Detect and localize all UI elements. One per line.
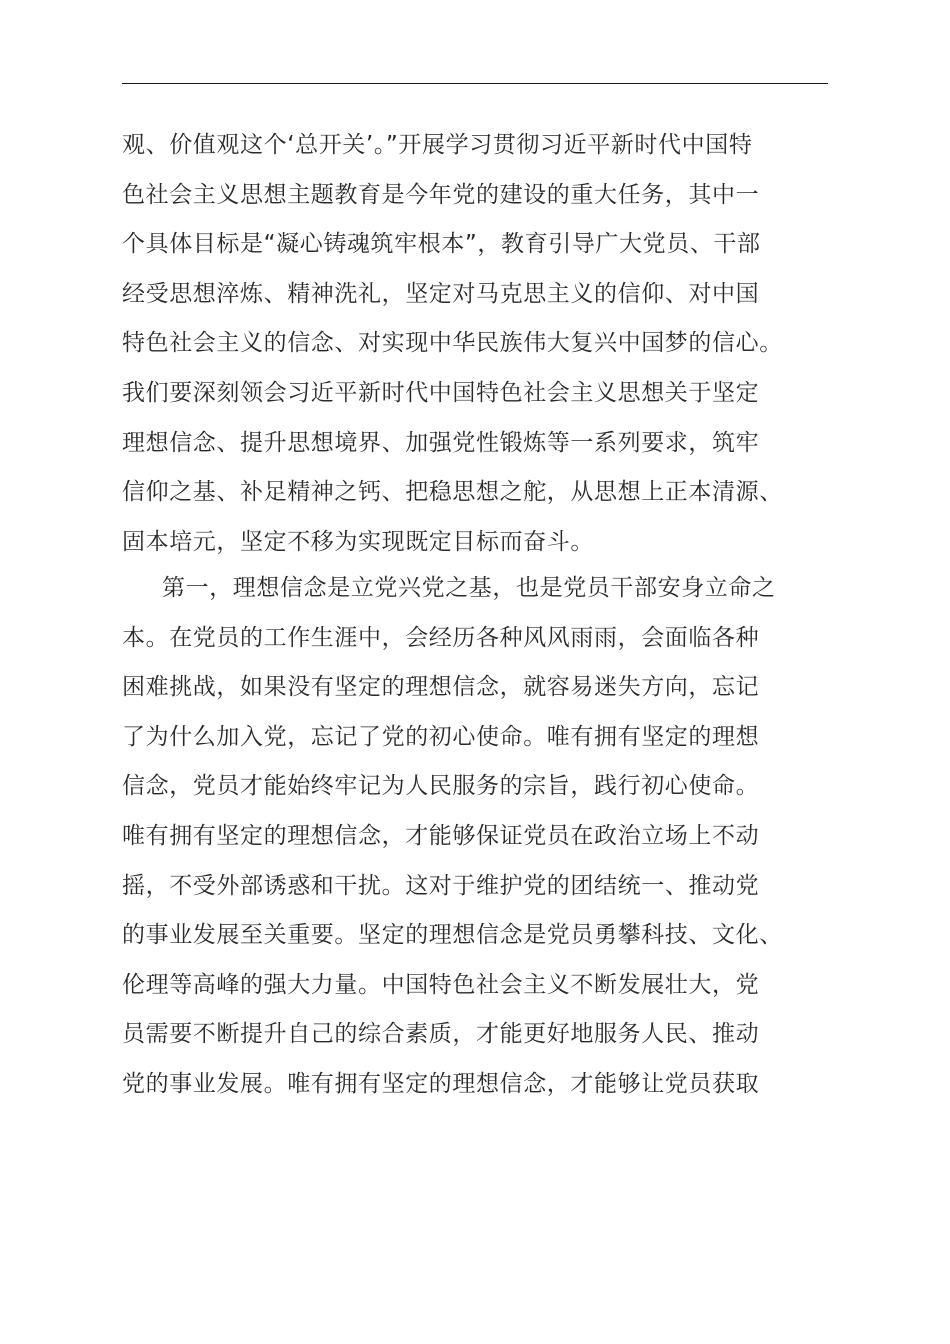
header-rule xyxy=(122,83,828,84)
text-line: 伦理等高峰的强大力量。中国特色社会主义不断发展壮大，党 xyxy=(122,971,760,998)
text-line: 了为什么加入党，忘记了党的初心使命。唯有拥有坚定的理想 xyxy=(122,723,760,750)
text-line: 唯有拥有坚定的理想信念，才能够保证党员在政治立场上不动 xyxy=(122,822,760,849)
text-line-first-indent: 第一，理想信念是立党兴党之基，也是党员干部安身立命之 xyxy=(162,575,776,601)
text-line: 经受思想淬炼、精神洗礼，坚定对马克思主义的信仰、对中国 xyxy=(122,280,760,307)
text-line: 理想信念、提升思想境界、加强党性锻炼等一系列要求，筑牢 xyxy=(122,429,760,456)
text-line: 我们要深刻领会习近平新时代中国特色社会主义思想关于坚定 xyxy=(122,379,760,406)
text-line: 观、价值观这个‘总开关’。”开展学习贯彻习近平新时代中国特 xyxy=(122,132,753,158)
text-line: 特色社会主义的信念、对实现中华民族伟大复兴中国梦的信心。 xyxy=(122,330,783,357)
text-line: 个具体目标是“凝心铸魂筑牢根本”，教育引导广大党员、干部 xyxy=(122,231,761,258)
text-line: 困难挑战，如果没有坚定的理想信念，就容易迷失方向，忘记 xyxy=(122,674,760,701)
text-line: 员需要不断提升自己的综合素质，才能更好地服务人民、推动 xyxy=(122,1021,760,1048)
text-line: 党的事业发展。唯有拥有坚定的理想信念，才能够让党员获取 xyxy=(122,1070,760,1097)
text-line: 本。在党员的工作生涯中，会经历各种风风雨雨，会面临各种 xyxy=(122,624,760,651)
text-line: 的事业发展至关重要。坚定的理想信念是党员勇攀科技、文化、 xyxy=(122,922,783,949)
text-line: 信仰之基、补足精神之钙、把稳思想之舵，从思想上正本清源、 xyxy=(122,479,783,506)
text-line: 色社会主义思想主题教育是今年党的建设的重大任务，其中一 xyxy=(122,181,760,208)
paragraph-1 xyxy=(122,121,842,567)
text-line: 信念，党员才能始终牢记为人民服务的宗旨，践行初心使命。 xyxy=(122,773,760,800)
paragraph-2 xyxy=(122,564,842,1110)
text-line: 固本培元，坚定不移为实现既定目标而奋斗。 xyxy=(122,528,594,555)
text-line: 摇，不受外部诱惑和干扰。这对于维护党的团结统一、推动党 xyxy=(122,872,760,899)
